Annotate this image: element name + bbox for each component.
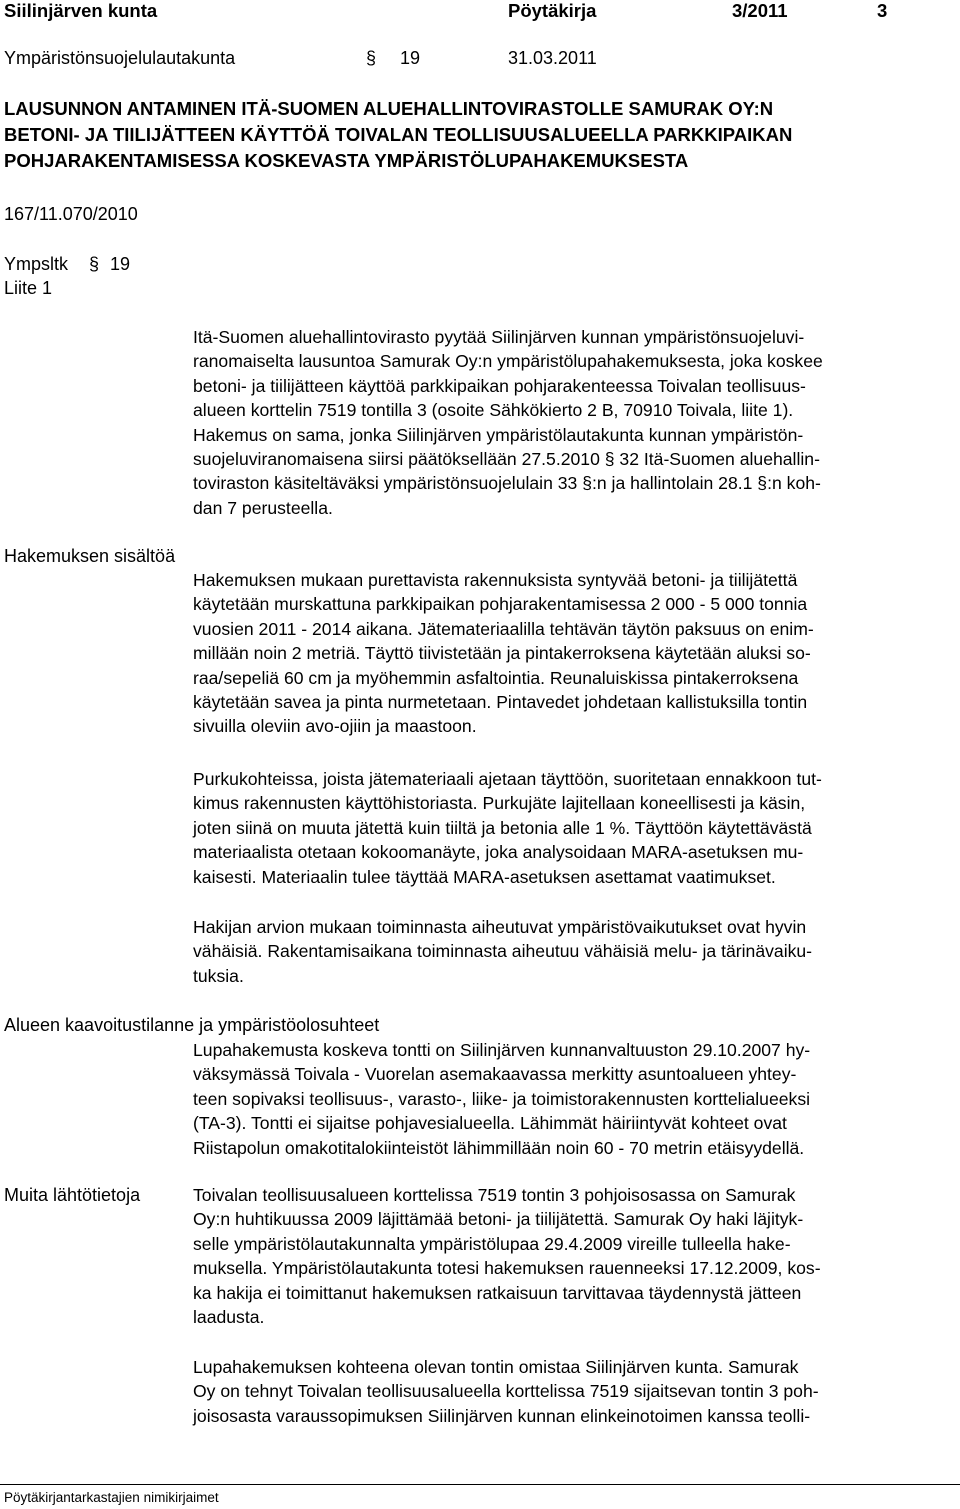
attachment-label: Liite 1 — [4, 278, 53, 298]
section-heading-kaavoitus: Alueen kaavoitustilanne ja ympäristöolosuhteet — [4, 1015, 380, 1035]
text-line: Oy on tehnyt Toivalan teollisuusalueella korttelissa 7519 sijaitsevan tontin 3 poh- — [193, 1381, 819, 1402]
muita-paragraph-2 — [193, 1355, 819, 1428]
reference-number: 167/11.070/2010 — [4, 204, 138, 224]
text-line: Lupahakemusta koskeva tontti on Siilinjärven kunnanvaltuuston 29.10.2007 hy- — [193, 1040, 811, 1060]
text-line: kaisesti. Materiaalin tulee täyttää MARA-asetuksen asettamat vaatimukset. — [193, 866, 776, 887]
section-heading-muita: Muita lähtötietoja — [4, 1185, 141, 1205]
intro-paragraph — [193, 325, 823, 520]
text-line: millään noin 2 metriä. Täyttö tiivistetään ja pintakerroksena käytetään aluksi so- — [193, 643, 811, 664]
text-line: Hakemuksen mukaan purettavista rakennuksista syntyvää betoni- ja tiilijätettä — [193, 570, 798, 590]
muita-paragraph-1 — [193, 1183, 821, 1329]
section-heading-hakemus: Hakemuksen sisältöä — [4, 546, 176, 566]
text-line: kimus rakennusten käyttöhistoriasta. Purkujäte lajitellaan koneellisesti ja käsin, — [193, 793, 806, 814]
text-line: Riistapolun omakotitalokiinteistöt lähimmillään noin 60 - 70 metrin etäisyydellä. — [193, 1137, 805, 1158]
meta-section-number: 19 — [110, 254, 131, 274]
text-line: Hakemus on sama, jonka Siilinjärven ympäristölautakunta kunnan ympäristön- — [193, 424, 804, 445]
page-number: 3 — [877, 0, 888, 21]
meta-section-sign: § — [89, 254, 100, 274]
title-line: LAUSUNNON ANTAMINEN ITÄ-SUOMEN ALUEHALLINTOVIRASTOLLE SAMURAK OY:N — [4, 98, 774, 119]
footer-signatures-label: Pöytäkirjantarkastajien nimikirjaimet — [4, 1490, 219, 1505]
document-title — [4, 96, 792, 174]
text-line: raa/sepeliä 60 cm ja myöhemmin asfaltointia. Reunaluiskissa pintakerroksena — [193, 667, 799, 688]
doc-number: 3/2011 — [732, 0, 788, 21]
text-line: ranomaiselta lausuntoa Samurak Oy:n ympäristölupahakemuksesta, joka koskee — [193, 351, 823, 372]
text-line: muksella. Ympäristölautakunta totesi hakemuksen rauenneeksi 17.12.2009, kos- — [193, 1258, 821, 1279]
text-line: teen sopivaksi teollisuus-, varasto-, liike- ja toimistorakennusten korttelialueeksi — [193, 1088, 811, 1109]
text-line: joisosasta varaussopimuksen Siilinjärven kunnan elinkeinotoimen kanssa teolli- — [193, 1405, 811, 1426]
text-line: käytetään murskattuna parkkipaikan pohjarakentamisessa 2 000 - 5 000 tonnia — [193, 594, 808, 615]
section-number: 19 — [400, 48, 421, 68]
committee-name: Ympäristönsuojelulautakunta — [4, 48, 236, 68]
text-line: Oy:n huhtikuussa 2009 läjittämää betoni- ja tiilijätettä. Samurak Oy haki läjityk- — [193, 1209, 804, 1230]
text-line: Purkukohteissa, joista jätemateriaali ajetaan täyttöön, suoritetaan ennakkoon tut- — [193, 769, 822, 789]
text-line: vuosien 2011 - 2014 aikana. Jätemateriaalilla tehtävän täytön paksuus on enim- — [193, 618, 814, 639]
text-line: tuksia. — [193, 965, 244, 986]
text-line: joten siinä on muuta jätettä kuin tiiltä ja betonia alle 1 %. Täyttöön käytettävästä — [193, 817, 812, 838]
footer-divider — [0, 1484, 960, 1485]
section-sign: § — [366, 48, 377, 68]
kaavoitus-paragraph — [193, 1038, 810, 1160]
text-line: dan 7 perusteella. — [193, 497, 333, 518]
committee-abbr: Ympsltk — [4, 254, 69, 274]
hakemus-paragraph-1 — [193, 568, 814, 739]
text-line: alueen korttelin 7519 tontilla 3 (osoite Sähkökierto 2 B, 70910 Toivala, liite 1). — [193, 400, 794, 421]
hakemus-paragraph-3 — [193, 915, 812, 988]
text-line: toviraston käsiteltäväksi ympäristönsuojelulain 33 §:n ja hallintolain 28.1 §:n koh- — [193, 473, 821, 494]
text-line: vähäisiä. Rakentamisaikana toiminnasta aiheutuu vähäisiä melu- ja tärinävaiku- — [193, 941, 813, 962]
text-line: laadusta. — [193, 1306, 265, 1327]
text-line: Lupahakemuksen kohteena olevan tontin omistaa Siilinjärven kunta. Samurak — [193, 1357, 799, 1377]
text-line: Toivalan teollisuusalueen korttelissa 7519 tontin 3 pohjoisosassa on Samurak — [193, 1185, 796, 1205]
text-line: Hakijan arvion mukaan toiminnasta aiheutuvat ympäristövaikutukset ovat hyvin — [193, 917, 807, 937]
text-line: materiaalista otetaan kokoomanäyte, joka analysoidaan MARA-asetuksen mu- — [193, 842, 804, 863]
municipality-name: Siilinjärven kunta — [4, 0, 158, 21]
text-line: selle ympäristölautakunnalta ympäristölupaa 29.4.2009 vireille tulleella hake- — [193, 1233, 791, 1254]
text-line: sivuilla oleviin avo-ojiin ja maastoon. — [193, 716, 477, 737]
text-line: betoni- ja tiilijätteen käyttöä parkkipaikan pohjarakenteessa Toivalan teollisuus- — [193, 375, 806, 396]
text-line: ka hakija ei toimittanut hakemuksen ratkaisuun tarvittavaa täydennystä jätteen — [193, 1282, 802, 1303]
title-line: POHJARAKENTAMISESSA KOSKEVASTA YMPÄRISTÖLUPAHAKEMUKSESTA — [4, 150, 689, 171]
text-line: väksymässä Toivala - Vuorelan asemakaavassa merkitty asuntoalueen yhtey- — [193, 1064, 797, 1085]
meeting-date: 31.03.2011 — [508, 48, 597, 68]
text-line: (TA-3). Tontti ei sijaitse pohjavesialueella. Lähimmät häiriintyvät kohteet ovat — [193, 1113, 787, 1134]
text-line: suojeluviranomaisena siirsi päätöksellään 27.5.2010 § 32 Itä-Suomen aluehallin- — [193, 448, 820, 469]
title-line: BETONI- JA TIILIJÄTTEEN KÄYTTÖÄ TOIVALAN TEOLLISUUSALUEELLA PARKKIPAIKAN — [4, 124, 793, 145]
doc-type: Pöytäkirja — [508, 0, 597, 21]
text-line: käytetään savea ja pinta nurmetetaan. Pintavedet johdetaan kallistuksilla tontin — [193, 691, 808, 712]
hakemus-paragraph-2 — [193, 767, 822, 889]
text-line: Itä-Suomen aluehallintovirasto pyytää Siilinjärven kunnan ympäristönsuojeluvi- — [193, 327, 805, 347]
